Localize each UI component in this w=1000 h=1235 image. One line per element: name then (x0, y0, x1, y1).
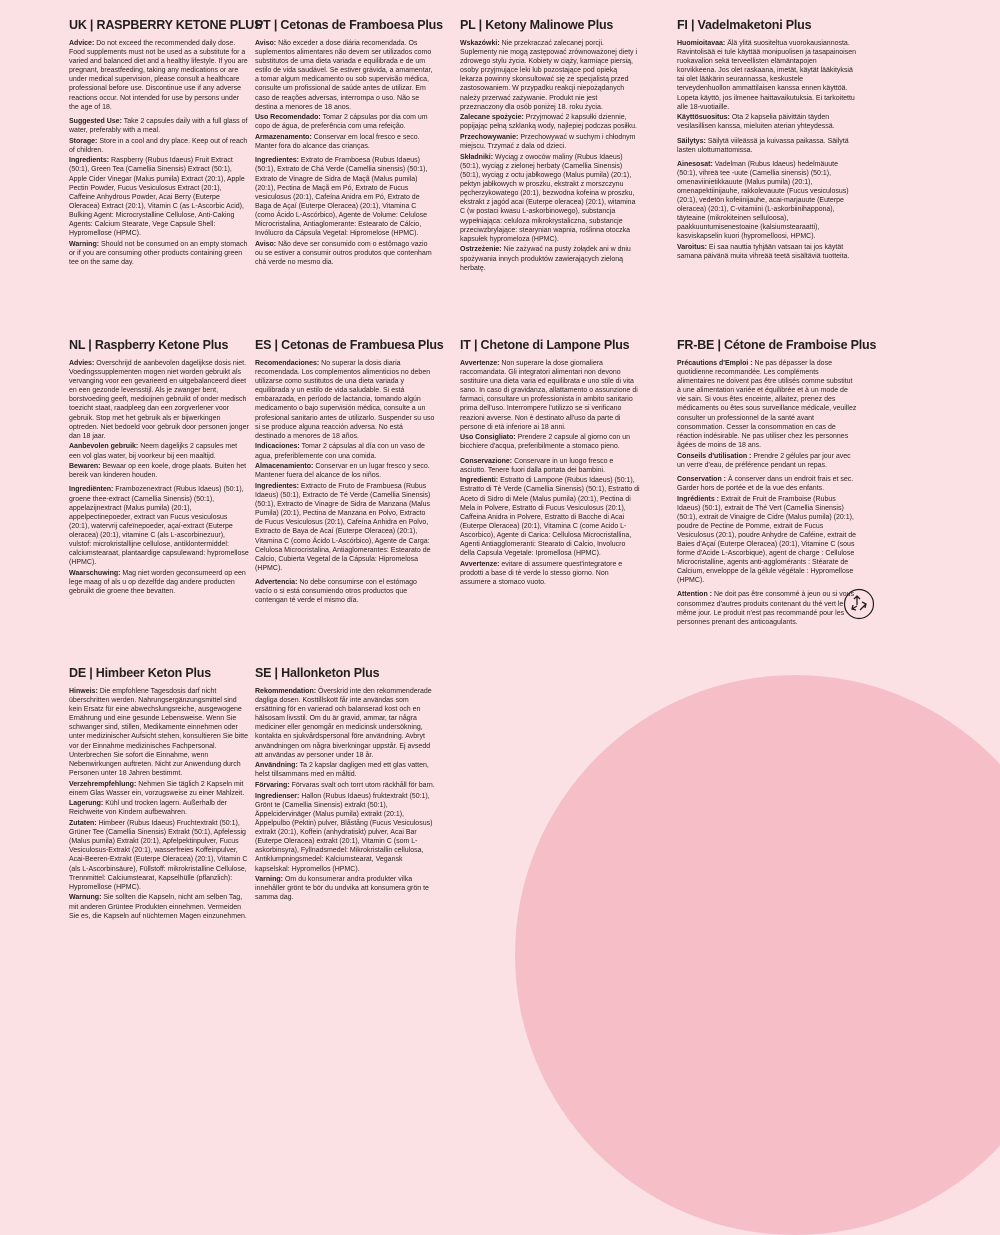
ingredients-text: Ingrediënten: Frambozenextract (Rubus Idaeus) (50:1), groene thee-extract (Camellia Sinensis) (50:1), appelazijnextract (Malus pumila) (20:1), appelpectinepoeder, extract van Fucus vesiculosus (20:1), watervrij cafeïnepoeder, açaí-extract (Euterpe oleracea) (20:1), vitamine C (als L-ascorbinezuur), vulstof: microkristallijne cellulose, antiklontermiddel: calciumstearaat, plantaardige capsulewand: hypromellose (HPMC). (69, 486, 249, 567)
ingredients-text: Składniki: Wyciąg z owoców maliny (Rubus Idaeus) (50:1), wyciąg z zielonej herbaty (Camellia Sinensis) (50:1), wyciąg z octu jabłkowego (Malus pumila) (20:1), pektyn jabłkowych w proszku, ekstrakt z morszczynu pęcherzykowatego (20:1), bezwodna kofeina w proszku, ekstrakt z jagód acai (Euterpe oleracea) (20:1), witamina C (w postaci kwasu L-askorbinowego), substancja wypełniająca: celuloza mikrokrystaliczna, substancje przeciwzbrylające: stearynian wapnia, roślinna otoczka kapsułek hypromeloza (HPMC). (460, 153, 636, 243)
usage-text: Aanbevolen gebruik: Neem dagelijks 2 capsules met een vol glas water, bij voorkeur bij een maaltijd. (69, 443, 238, 460)
background-circle (515, 675, 1000, 1235)
ingredients-text: Ainesosat: Vadelman (Rubus Idaeus) hedelmäuute (50:1), vihreä tee -uute (Camellia sinensis) (50:1), omenaviinietikkauute (Malus pumila) (20:1), omenapektiinijauhe, rakkolevauute (Fucus vesiculosus) (20:1), vedetön kofeiinijauhe, acai-marjauute (Euterpe oleracea) (20:1), C-vitamiini (L-askorbiinihappona), täyteaine (mikrokiteinen selluloosa), paakkuuntumisenestoaine (kalsiumstearaatti), kasviskapselin kuori (hypromelloosi, HPMC). (677, 160, 849, 241)
warning-text: Warning: Should not be consumed on an empty stomach or if you are consuming other products containing green tee on the same day. (69, 240, 248, 266)
ingredients-text: Ingredientes: Extrato de Framboesa (Rubus Idaeus) (50:1), Extrato de Chá Verde (Camellia sinensis) (50:1), Extrato de Vinagre de Sidra de Maçã (Malus pumila) (20:1), Pectina de Maçã em Pó, Extrato de Fucus vesiculosus (20:1), Cafeína Anidra em Pó, Extrato de Baga de Açaí (Euterpe Oleracea) (20:1), Vitamina C (como Ácido L-Ascórbico), Agente de Volume: Celulose Microcristalina, Antiaglomerante: Estearato de Cálcio, Invólucro da Cápsula Vegetal: Hipromelose (HPMC). (255, 157, 428, 238)
section-title: FI | Vadelmaketoni Plus (677, 18, 812, 32)
section-fi (677, 18, 857, 263)
advice-text: Hinweis: Die empfohlene Tagesdosis darf nicht überschritten werden. Nahrungsergänzungsmittel sind kein Ersatz für eine abwechslungsreiche, ausgewogene Ernährung und eine gesunde Lebensweise. Wenn Sie schwanger sind, stillen, Medikamente einnehmen oder unter medizinischer Aufsicht stehen, konsultieren Sie bitte vor der Einnahme medizinisches Fachpersonal. Unterbrechen Sie sofort die Einnahme, wenn Nebenwirkungen auftreten. Nicht zur Anwendung durch Personen unter 18 Jahren bestimmt. (69, 688, 248, 777)
advice-text: Recomendaciones: No superar la dosis diaria recomendada. Los complementos alimenticios no deben utilizarse como sustitutos de una dieta variada y equilibrada y un estilo de vida saludable. Si está embarazada, en período de lactancia, tomando algún medicamento o bajo supervisión médica, consulte a un profesional sanitario antes de utilizarlo. Suspender su uso si se produce alguna reacción adversa. No está destinado a menores de 18 años. (255, 360, 435, 440)
warning-text: Attention : Ne doit pas être consommé à jeun ou si vous consommez d'autres produits contenant du thé vert le même jour. Le produit n'est pas recommandé pour les personnes prenant des anticoagulants. (677, 591, 855, 626)
storage-text: Storage: Store in a cool and dry place. Keep out of reach of children. (69, 137, 248, 154)
section-title: PL | Ketony Malinowe Plus (460, 18, 614, 32)
storage-text: Conservation : À conserver dans un endroit frais et sec. Garder hors de portée et de la vue des enfants. (677, 475, 854, 492)
warning-text: Aviso: Não deve ser consumido com o estômago vazio ou se estiver a consumir outros produtos que contenham chá verde no mesmo dia. (255, 240, 432, 266)
advice-text: Avvertenze: Non superare la dose giornaliera raccomandata. Gli integratori alimentari non devono sostituire una dieta varia ed equilibrata e uno stile di vita sano. In caso di gravidanza, allattamento o assunzione di farmaci, consultare un professionista in ambito sanitario prima dell'uso. Interrompere l'utilizzo se si verificano reazioni avverse. Non è destinato all'uso da parte di persone di età inferiore ai 18 anni. (460, 360, 638, 431)
section-title: ES | Cetonas de Frambuesa Plus (255, 338, 444, 352)
recycle-icon (843, 588, 875, 620)
section-de (69, 666, 249, 922)
usage-text: Användning: Ta 2 kapslar dagligen med ett glas vatten, helst tillsammans med en måltid. (255, 762, 429, 779)
section-pt (255, 18, 443, 269)
advice-text: Huomioitavaa: Älä ylitä suositeltua vuorokausiannosta. Ravintolisää ei tule käyttää monipuolisen ja tasapainoisen ruokavalion sekä terveellisten elämäntapojen korvikkeena. Jos olet raskaana, imetät, käytät lääkityksiä tai olet lääkärin seurannassa, keskustele terveydenhuollon ammattilaisen kanssa ennen käyttöä. Lopeta käyttö, jos ilmenee haittavaikutuksia. Ei tarkoitettu alle 18-vuotiaille. (677, 40, 856, 111)
ingredients-text: Ingrédients : Extrait de Fruit de Framboise (Rubus Idaeus) (50:1), extrait de Thé Vert (Camellia Sinensis) (50:1), extrait de Vinaigre de Cidre (Malus pumila) (20:1), poudre de Pectine de Pomme, extrait de Fucus Vesiculosus (20:1), poudre Anhydre de Caféine, extrait de Baies d'Açaí (Euterpe Oleracea) (20:1), Vitamine C (sous forme d'Acide L-Ascorbique), agent de charge : Cellulose Microcristalline, agents anti-agglomérants : Stéarate de Calcium, enveloppe de la gélule végétale : Hypromellose (HPMC). (677, 495, 856, 585)
section-fr-be (677, 338, 877, 628)
section-nl (69, 338, 249, 598)
usage-text: Verzehrempfehlung: Nehmen Sie täglich 2 Kapseln mit einem Glas Wasser ein, vorzugsweise zu einer Mahlzeit. (69, 780, 245, 797)
usage-text: Indicaciones: Tomar 2 cápsulas al día con un vaso de agua, preferiblemente con una comida. (255, 443, 425, 460)
section-title: NL | Raspberry Ketone Plus (69, 338, 229, 352)
advice-text: Précautions d'Emploi : Ne pas dépasser la dose quotidienne recommandée. Les compléments alimentaires ne doivent pas être utilisés comme substitut à une alimentation variée et équilibrée et à un mode de vie sain. Si vous êtes enceinte, allaitez, prenez des médicaments ou êtes sous surveillance médicale, veuillez consulter un professionnel de la santé avant consommation. Cesser la consommation en cas de réaction indésirable. Ne pas utiliser chez les personnes âgées de moins de 18 ans. (677, 360, 857, 449)
usage-text: Käyttösuositus: Ota 2 kapselia päivittäin täyden vesilasillisen kanssa, mieluiten aterian yhteydessä. (677, 114, 835, 131)
warning-text: Varoitus: Ei saa nauttia tyhjään vatsaan tai jos käytät samana päivänä muita vihreää teetä sisältäviä tuotteita. (677, 244, 850, 261)
section-title: DE | Himbeer Keton Plus (69, 666, 211, 680)
usage-text: Uso Recomendado: Tomar 2 cápsulas por dia com um copo de água, de preferência com uma refeição. (255, 114, 428, 131)
usage-text: Zalecane spożycie: Przyjmować 2 kapsułki dziennie, popijając pełną szklanką wody, najlepiej podczas posiłku. (460, 114, 637, 131)
section-title: FR-BE | Cétone de Framboise Plus (677, 338, 877, 352)
section-title: SE | Hallonketon Plus (255, 666, 380, 680)
ingredients-text: Ingredienser: Hallon (Rubus Idaeus) fruktextrakt (50:1), Grönt te (Camellia Sinensis) extrakt (50:1), Äppelcidervinäger (Malus pumila) extrakt (20:1), Äppelpulbo (Pektin) pulver, Blåstång (Fucus Vesiculosus) extrakt (20:1), Koffein (anhydratiskt) pulver, Acai Bar (Euterpe Oleracea) extrakt (20:1), Vitamin C (som L-askorbinsyra), Fyllnadsmedel: Mikrokristallin cellulosa, Antiklumpningsmedel: Kalciumstearat, Vegansk kapselskal: Hypromellos (HPMC). (255, 792, 433, 873)
advice-text: Advies: Overschrijd de aanbevolen dagelijkse dosis niet. Voedingssupplementen mogen niet worden gebruikt als vervanging voor een gevarieerd en uitgebalanceerd dieet en een gezonde levensstijl. Als je zwanger bent, borstvoeding geeft, medicijnen gebruikt of onder medisch toezicht staat, raadpleeg dan een zorgverlener voor gebruik. Stop met het gebruik als er bijwerkingen optreden. Niet bedoeld voor gebruik door personen jonger dan 18 jaar. (69, 360, 249, 440)
warning-text: Varning: Om du konsumerar andra produkter vilka innehåller grönt te bör du undvika att konsumera grön te samma dag. (255, 876, 429, 902)
section-es (255, 338, 444, 607)
warning-text: Avvertenze: evitare di assumere quest'integratore e prodotti a base di tè verde lo stesso giorno. Non assumere a stomaco vuoto. (460, 560, 623, 586)
storage-text: Almacenamiento: Conservar en un lugar fresco y seco. Mantener fuera del alcance de los niños. (255, 463, 430, 480)
section-it (460, 338, 640, 589)
warning-text: Warnung: Sie sollten die Kapseln, nicht am selben Tag, mit anderen Grüntee Produkten einnehmen. Vermeiden Sie es, die Kapseln auf nüchternen Magen einzunehmen. (69, 894, 247, 920)
advice-text: Aviso: Não exceder a dose diária recomendada. Os suplementos alimentares não devem ser utilizados como substitutos de uma dieta variada e equilibrada e de um estilo de vida saudável. Se estiver grávida, a amamentar, a tomar algum medicamento ou sob supervisão médica, consulte um profissional de saúde antes de utilizar. Em caso de reações adversas, interrompa o uso. Não se destina a menores de 18 anos. (255, 40, 433, 111)
section-pl (460, 18, 640, 274)
ingredients-text: Zutaten: Himbeer (Rubus Idaeus) Fruchtextrakt (50:1), Grüner Tee (Camellia Sinensis) Extrakt (50:1), Apfelessig (Malus pumila) Extrakt (20:1), Apfelpektinpulver, Fucus Vesiculosus-Extrakt (20:1), wasserfreies Koffeinpulver, Acai-Beeren-Extrakt (Euterpe Oleracea) (20:1), Vitamin C (als L-Ascorbinsäure), Füllstoff: mikrokristalline Cellulose, Trennmittel: Calciumstearat, Kapselhülle (pflanzlich): Hypromellose (HPMC). (69, 820, 248, 891)
storage-text: Armazenamento: Conservar em local fresco e seco. Manter fora do alcance das crianças. (255, 134, 420, 151)
usage-text: Conseils d'utilisation : Prendre 2 gélules par jour avec un verre d'eau, de préférence pendant un repas. (677, 452, 851, 469)
section-se (255, 666, 435, 904)
storage-text: Lagerung: Kühl und trocken lagern. Außerhalb der Reichweite von Kindern aufbewahren. (69, 800, 227, 817)
advice-text: Rekommendation: Överskrid inte den rekommenderade dagliga dosen. Kosttillskott får inte användas som ersättning för en varierad och balanserad kost och en hälsosam livsstil. Om du är gravid, ammar, tar några mediciner eller genomgår en medicinsk undersökning, kontakta en sjukvårdspersonal före användning. Avbryt användningen om några biverkningar uppstår. Ej avsedd att användas av personer under 18 år. (255, 688, 432, 759)
warning-text: Ostrzeżenie: Nie zażywać na pusty żołądek ani w dniu spożywania innych produktów zawierających zieloną herbatę. (460, 246, 631, 272)
advice-text: Wskazówki: Nie przekraczać zalecanej porcji. Suplementy nie mogą zastępować zrównoważonej diety i zdrowego stylu życia. Kobiety w ciąży, karmiące piersią, osoby przyjmujące leki lub pozostające pod opieką lekarza powinny skonsultować się ze specjalistą przed zastosowaniem. W przypadku reakcji niepożądanych należy przerwać zażywanie. Produkt nie jest przeznaczony dla osób poniżej 18. roku życia. (460, 40, 638, 111)
usage-text: Uso Consigliato: Prendere 2 capsule al giorno con un bicchiere d'acqua, preferibilmente a stomaco pieno. (460, 434, 631, 451)
section-title: UK | RASPBERRY KETONE PLUS (69, 18, 263, 32)
usage-text: Suggested Use: Take 2 capsules daily with a full glass of water, preferably with a meal. (69, 117, 248, 134)
advice-text: Advice: Do not exceed the recommended daily dose. Food supplements must not be used as a substitute for a varied and balanced diet and a healthy lifestyle. If you are pregnant, breastfeeding, taking any medications or are under medical supervision, please consult a healthcare professional before use. Discontinue use if any adverse reactions occur. Not intended for use by persons under the age of 18. (69, 40, 248, 111)
section-title: PT | Cetonas de Framboesa Plus (255, 18, 443, 32)
storage-text: Förvaring: Förvaras svalt och torrt utom räckhåll för barn. (255, 782, 435, 790)
section-title: IT | Chetone di Lampone Plus (460, 338, 630, 352)
storage-text: Bewaren: Bewaar op een koele, droge plaats. Buiten het bereik van kinderen houden. (69, 463, 247, 480)
storage-text: Säilytys: Säilytä viileässä ja kuivassa paikassa. Säilytä lasten ulottumattomissa. (677, 137, 849, 154)
storage-text: Przechowywanie: Przechowywać w suchym i chłodnym miejscu. Trzymać z dala od dzieci. (460, 134, 636, 151)
warning-text: Waarschuwing: Mag niet worden geconsumeerd op een lege maag of als u op dezelfde dag andere producten gebruikt die groene thee bevatten. (69, 569, 246, 596)
warning-text: Advertencia: No debe consumirse con el estómago vacío o si está consumiendo otros productos que contengan té verde el mismo día. (255, 578, 417, 605)
section-uk (69, 18, 263, 269)
ingredients-text: Ingredienti: Estratto di Lampone (Rubus Idaeus) (50:1), Estratto di Tè Verde (Camellia Sinensis) (50:1), Estratto di Aceto di Sidro di Mele (Malus pumila) (20:1), Pectina di Mela in Polvere, Estratto di Fucus Vesiculosus (20:1), Caffeina Anidra in Polvere, Estratto di Bacche di Acai (Euterpe Oleracea) (20:1), Vitamina C (come Acido L-Ascorbico), Agente di Carica: Cellulosa Microcristallina, Agenti Antiagglomeranti: Stearato di Calcio, Involucro della Capsula Vegetale: Ipromellosa (HPMC). (460, 477, 640, 558)
storage-text: Conservazione: Conservare in un luogo fresco e asciutto. Tenere fuori dalla portata dei bambini. (460, 457, 614, 474)
ingredients-text: Ingredients: Raspberry (Rubus Idaeus) Fruit Extract (50:1), Green Tea (Camellia Sinensis) Extract (50:1), Apple Cider Vinegar (Malus pumila) Extract (20:1), Apple Pectin Powder, Fucus Vesiculosus Extract (20:1), Caffeine Anhydrous Powder, Acai Berry (Euterpe Oleracea) Extract (20:1), Vitamin C (as L-Ascorbic Acid), Bulking Agent: Microcrystalline Cellulose, Anti-Caking Agents: Calcium Stearate, Vege Capsule Shell: Hypromellose (HPMC). (69, 157, 245, 238)
ingredients-text: Ingredientes: Extracto de Fruto de Frambuesa (Rubus Idaeus) (50:1), Extracto de Té Verde (Camellia Sinensis) (50:1), Extracto de Vinagre de Sidra de Manzana (Malus Pumila) (20:1), Pectina de Manzana en Polvo, Extracto de Fucus Vesiculosus (20:1), Cafeína Anhidra en Polvo, Extracto de Baya de Acaí (Euterpe Oleracea) (20:1), Vitamina C (como Ácido L-Ascórbico), Agente de Carga: Celulosa Microcristalina, Antiaglomerantes: Estearato de Calcio, Cubierta Vegetal de la Cápsula: Hipromelosa (HPMC). (255, 483, 431, 572)
